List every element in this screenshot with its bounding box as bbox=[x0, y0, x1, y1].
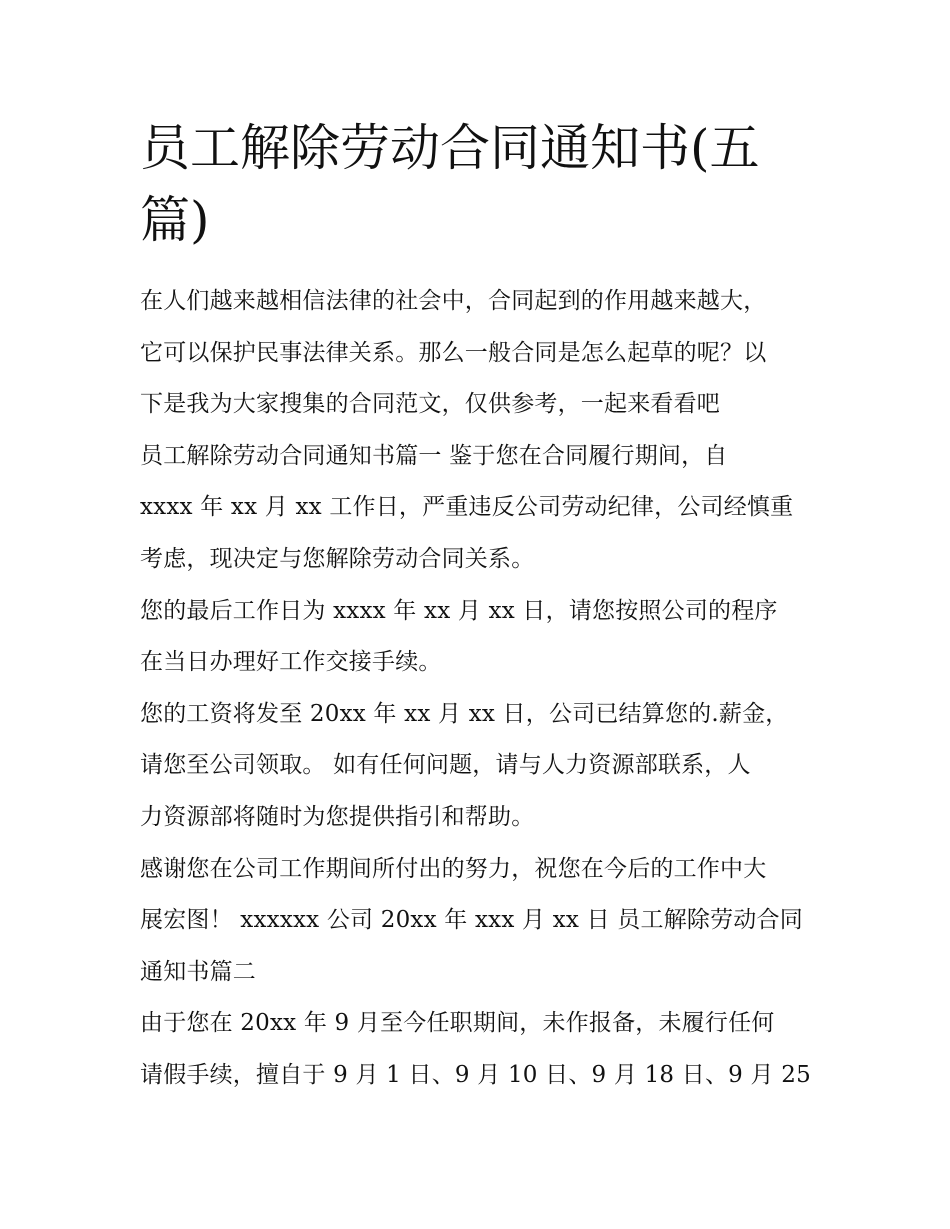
page-title bbox=[140, 112, 820, 256]
text-line: 您的工资将发至 20xx 年 xx 月 xx 日，公司已结算您的.薪金， bbox=[140, 700, 789, 727]
text-line: 员工解除劳动合同通知书篇一 鉴于您在合同履行期间，自 bbox=[140, 442, 728, 469]
text-line: 感谢您在公司工作期间所付出的努力，祝您在今后的工作中大 bbox=[140, 855, 767, 882]
text-line: 您的最后工作日为 xxxx 年 xx 月 xx 日，请您按照公司的程序 bbox=[140, 597, 778, 624]
text-line: 在当日办理好工作交接手续。 bbox=[140, 649, 442, 676]
text-line: 展宏图！ xxxxxx 公司 20xx 年 xxx 月 xx 日 员工解除劳动合同 bbox=[140, 907, 803, 934]
text-line: 下是我为大家搜集的合同范文，仅供参考，一起来看看吧 bbox=[140, 391, 720, 418]
text-line: 由于您在 20xx 年 9 月至今任职期间，未作报备，未履行任何 bbox=[140, 1010, 775, 1037]
text-line: 考虑，现决定与您解除劳动合同关系。 bbox=[140, 545, 535, 572]
text-line: 请假手续，擅自于 9 月 1 日、9 月 10 日、9 月 18 日、9 月 25 bbox=[140, 1061, 811, 1088]
text-line: 力资源部将随时为您提供指引和帮助。 bbox=[140, 803, 535, 830]
text-line: xxxx 年 xx 月 xx 工作日，严重违反公司劳动纪律，公司经慎重 bbox=[140, 494, 794, 521]
title-line-2: 篇) bbox=[140, 191, 210, 249]
text-line: 在人们越来越相信法律的社会中，合同起到的作用越来越大， bbox=[140, 288, 767, 314]
title-line-1: 员工解除劳动合同通知书(五 bbox=[140, 119, 760, 177]
text-line: 它可以保护民事法律关系。那么一般合同是怎么起草的呢？以 bbox=[140, 339, 767, 366]
text-line: 请您至公司领取。 如有任何问题，请与人力资源部联系，人 bbox=[140, 752, 751, 779]
document-body bbox=[140, 276, 830, 1102]
text-line: 通知书篇二 bbox=[140, 958, 256, 985]
